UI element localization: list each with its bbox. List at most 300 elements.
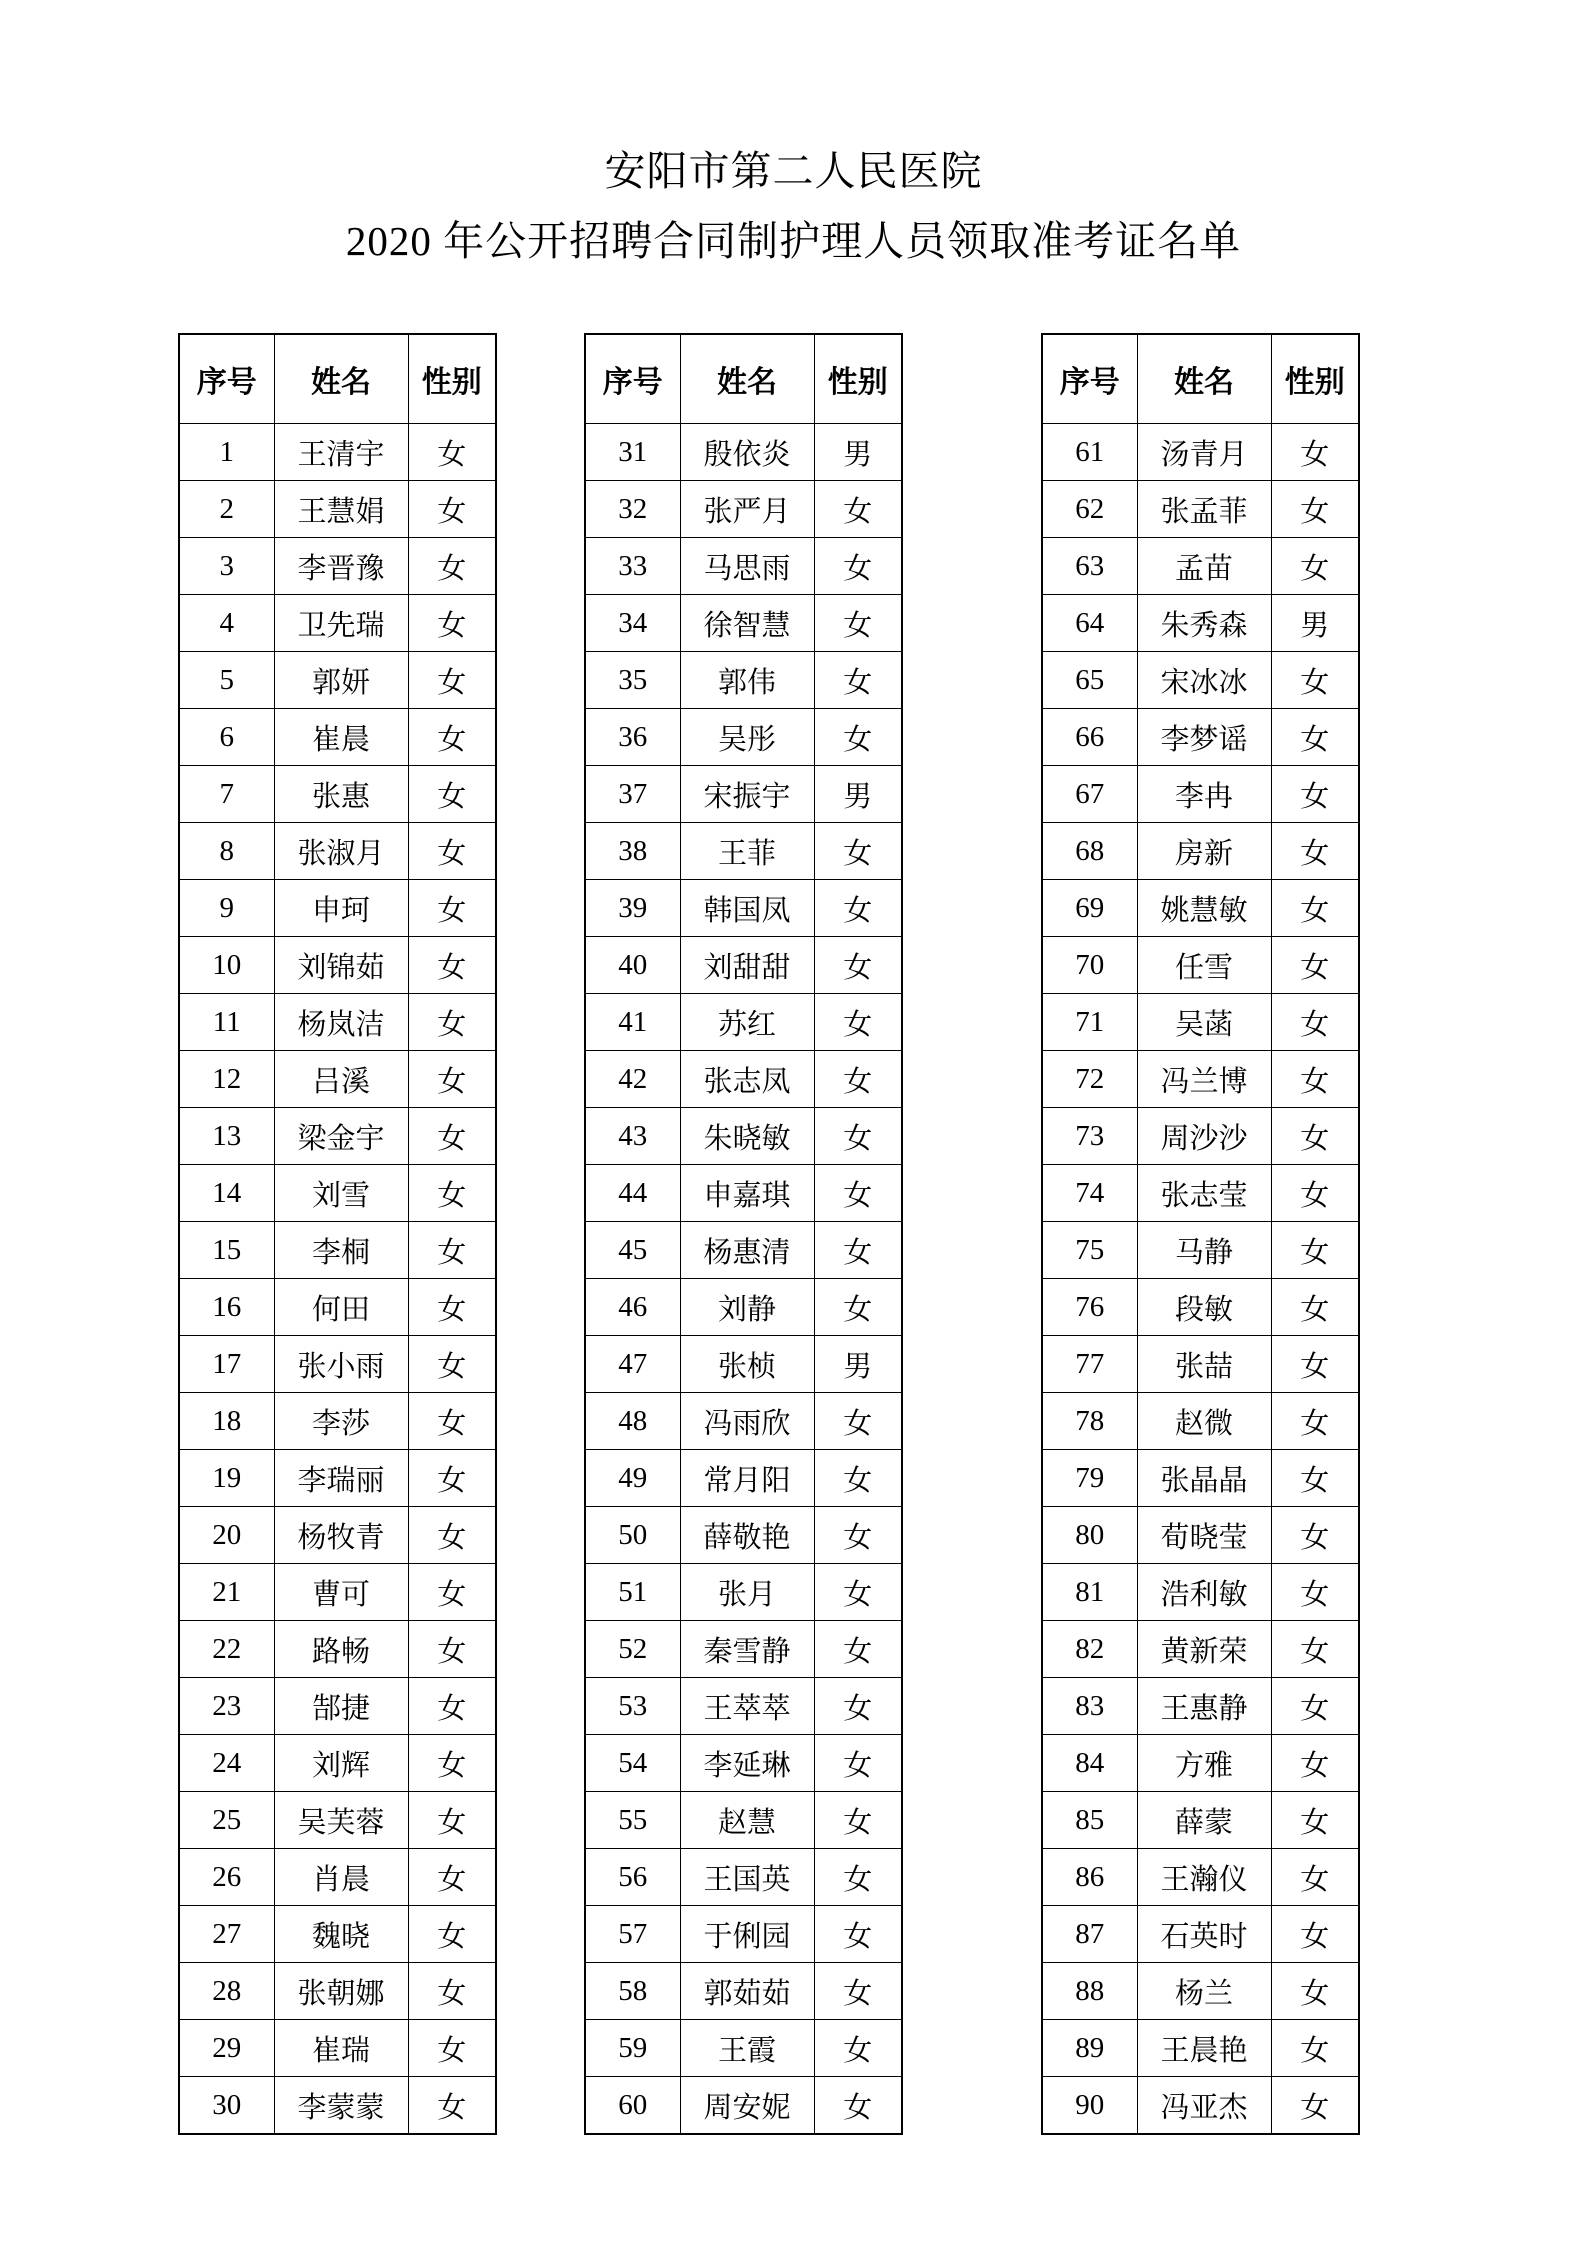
header-cell-gender: 性别 — [408, 334, 496, 424]
cell-no: 42 — [585, 1051, 680, 1108]
cell-name: 张志凤 — [680, 1051, 814, 1108]
table-row — [585, 937, 902, 994]
cell-name: 汤青月 — [1137, 424, 1271, 481]
table-row — [179, 1792, 496, 1849]
cell-gender: 女 — [408, 481, 496, 538]
header-cell-gender: 性别 — [1271, 334, 1359, 424]
cell-gender: 男 — [1271, 595, 1359, 652]
table-row — [1042, 481, 1359, 538]
cell-no: 27 — [179, 1906, 274, 1963]
table-row — [179, 2020, 496, 2077]
cell-no: 88 — [1042, 1963, 1137, 2020]
cell-name: 张朝娜 — [274, 1963, 408, 2020]
cell-gender: 女 — [408, 880, 496, 937]
cell-no: 18 — [179, 1393, 274, 1450]
cell-gender: 女 — [814, 1507, 902, 1564]
table-row — [585, 595, 902, 652]
table-row — [179, 994, 496, 1051]
cell-no: 36 — [585, 709, 680, 766]
table-row — [1042, 880, 1359, 937]
table-row — [1042, 823, 1359, 880]
cell-name: 吴菡 — [1137, 994, 1271, 1051]
cell-gender: 女 — [408, 538, 496, 595]
cell-no: 3 — [179, 538, 274, 595]
cell-gender: 女 — [408, 1222, 496, 1279]
cell-no: 44 — [585, 1165, 680, 1222]
cell-gender: 女 — [814, 1108, 902, 1165]
cell-no: 24 — [179, 1735, 274, 1792]
cell-name: 魏晓 — [274, 1906, 408, 1963]
cell-gender: 女 — [814, 1906, 902, 1963]
table-row — [585, 1279, 902, 1336]
table-row — [179, 1450, 496, 1507]
cell-gender: 女 — [814, 937, 902, 994]
cell-name: 杨岚洁 — [274, 994, 408, 1051]
cell-no: 50 — [585, 1507, 680, 1564]
cell-no: 21 — [179, 1564, 274, 1621]
cell-no: 23 — [179, 1678, 274, 1735]
cell-no: 51 — [585, 1564, 680, 1621]
cell-name: 徐智慧 — [680, 595, 814, 652]
table-row — [179, 1621, 496, 1678]
cell-no: 17 — [179, 1336, 274, 1393]
cell-no: 61 — [1042, 424, 1137, 481]
cell-name: 申珂 — [274, 880, 408, 937]
cell-gender: 女 — [1271, 880, 1359, 937]
cell-no: 64 — [1042, 595, 1137, 652]
cell-name: 李晋豫 — [274, 538, 408, 595]
cell-gender: 女 — [408, 994, 496, 1051]
cell-name: 段敏 — [1137, 1279, 1271, 1336]
cell-name: 李莎 — [274, 1393, 408, 1450]
cell-no: 41 — [585, 994, 680, 1051]
cell-no: 75 — [1042, 1222, 1137, 1279]
cell-gender: 女 — [1271, 2020, 1359, 2077]
cell-no: 80 — [1042, 1507, 1137, 1564]
table-row — [585, 709, 902, 766]
cell-gender: 女 — [1271, 1792, 1359, 1849]
cell-gender: 女 — [814, 595, 902, 652]
cell-gender: 女 — [408, 1792, 496, 1849]
header-cell-no: 序号 — [585, 334, 680, 424]
cell-name: 张小雨 — [274, 1336, 408, 1393]
table-row — [585, 880, 902, 937]
cell-no: 85 — [1042, 1792, 1137, 1849]
cell-name: 周安妮 — [680, 2077, 814, 2135]
cell-no: 9 — [179, 880, 274, 937]
cell-gender: 女 — [408, 1108, 496, 1165]
cell-name: 刘雪 — [274, 1165, 408, 1222]
cell-name: 殷依炎 — [680, 424, 814, 481]
cell-gender: 女 — [814, 994, 902, 1051]
table-row — [1042, 1051, 1359, 1108]
cell-no: 90 — [1042, 2077, 1137, 2135]
cell-name: 张喆 — [1137, 1336, 1271, 1393]
cell-gender: 女 — [1271, 1564, 1359, 1621]
cell-gender: 女 — [1271, 1678, 1359, 1735]
cell-no: 63 — [1042, 538, 1137, 595]
cell-no: 54 — [585, 1735, 680, 1792]
cell-no: 66 — [1042, 709, 1137, 766]
table-row — [1042, 1450, 1359, 1507]
header-row — [1042, 334, 1359, 424]
cell-no: 31 — [585, 424, 680, 481]
cell-gender: 女 — [1271, 823, 1359, 880]
cell-name: 曹可 — [274, 1564, 408, 1621]
cell-no: 12 — [179, 1051, 274, 1108]
cell-gender: 女 — [408, 1963, 496, 2020]
cell-no: 29 — [179, 2020, 274, 2077]
cell-gender: 女 — [1271, 1222, 1359, 1279]
cell-no: 4 — [179, 595, 274, 652]
table-row — [585, 424, 902, 481]
cell-name: 梁金宇 — [274, 1108, 408, 1165]
table-row — [585, 1906, 902, 1963]
cell-no: 5 — [179, 652, 274, 709]
cell-name: 李梦谣 — [1137, 709, 1271, 766]
cell-name: 肖晨 — [274, 1849, 408, 1906]
cell-gender: 女 — [408, 823, 496, 880]
table-row — [1042, 2020, 1359, 2077]
table-row — [179, 1051, 496, 1108]
cell-no: 2 — [179, 481, 274, 538]
cell-no: 53 — [585, 1678, 680, 1735]
cell-gender: 女 — [408, 766, 496, 823]
table-row — [1042, 652, 1359, 709]
cell-no: 81 — [1042, 1564, 1137, 1621]
cell-gender: 女 — [814, 1963, 902, 2020]
cell-name: 郭茹茹 — [680, 1963, 814, 2020]
cell-no: 11 — [179, 994, 274, 1051]
cell-name: 王霞 — [680, 2020, 814, 2077]
table-row — [179, 766, 496, 823]
table-row — [1042, 538, 1359, 595]
cell-gender: 女 — [814, 1222, 902, 1279]
table-row — [1042, 1165, 1359, 1222]
cell-no: 71 — [1042, 994, 1137, 1051]
table-row — [585, 1849, 902, 1906]
cell-gender: 女 — [408, 424, 496, 481]
table-row — [585, 538, 902, 595]
cell-no: 86 — [1042, 1849, 1137, 1906]
cell-name: 王萃萃 — [680, 1678, 814, 1735]
table-row — [179, 424, 496, 481]
cell-name: 王慧娟 — [274, 481, 408, 538]
cell-gender: 女 — [1271, 766, 1359, 823]
table-row — [179, 823, 496, 880]
cell-no: 56 — [585, 1849, 680, 1906]
cell-gender: 女 — [1271, 652, 1359, 709]
table-row — [585, 1222, 902, 1279]
cell-gender: 女 — [1271, 1621, 1359, 1678]
table-row — [179, 481, 496, 538]
cell-gender: 女 — [814, 538, 902, 595]
cell-gender: 女 — [1271, 1906, 1359, 1963]
cell-name: 郜捷 — [274, 1678, 408, 1735]
cell-no: 72 — [1042, 1051, 1137, 1108]
cell-gender: 女 — [408, 1279, 496, 1336]
roster-table-2 — [584, 333, 903, 2135]
table-row — [179, 709, 496, 766]
cell-no: 84 — [1042, 1735, 1137, 1792]
table-row — [1042, 937, 1359, 994]
cell-no: 34 — [585, 595, 680, 652]
cell-gender: 男 — [814, 1336, 902, 1393]
table-row — [179, 1678, 496, 1735]
cell-gender: 女 — [814, 823, 902, 880]
table-row — [1042, 1393, 1359, 1450]
cell-no: 20 — [179, 1507, 274, 1564]
cell-name: 杨牧青 — [274, 1507, 408, 1564]
cell-gender: 女 — [408, 1849, 496, 1906]
cell-no: 67 — [1042, 766, 1137, 823]
table-row — [179, 1336, 496, 1393]
cell-name: 刘锦茹 — [274, 937, 408, 994]
cell-no: 26 — [179, 1849, 274, 1906]
cell-gender: 女 — [1271, 1279, 1359, 1336]
cell-no: 83 — [1042, 1678, 1137, 1735]
header-cell-no: 序号 — [179, 334, 274, 424]
roster-tables — [178, 333, 1360, 2135]
cell-no: 59 — [585, 2020, 680, 2077]
cell-no: 69 — [1042, 880, 1137, 937]
cell-name: 李瑞丽 — [274, 1450, 408, 1507]
cell-no: 46 — [585, 1279, 680, 1336]
table-row — [179, 1849, 496, 1906]
cell-name: 宋冰冰 — [1137, 652, 1271, 709]
cell-gender: 女 — [408, 1735, 496, 1792]
cell-no: 16 — [179, 1279, 274, 1336]
cell-no: 52 — [585, 1621, 680, 1678]
cell-gender: 女 — [814, 652, 902, 709]
cell-name: 申嘉琪 — [680, 1165, 814, 1222]
table-row — [585, 1564, 902, 1621]
table-row — [585, 1051, 902, 1108]
cell-gender: 女 — [408, 1393, 496, 1450]
cell-gender: 女 — [1271, 709, 1359, 766]
cell-name: 任雪 — [1137, 937, 1271, 994]
table-row — [585, 766, 902, 823]
cell-no: 57 — [585, 1906, 680, 1963]
table-row — [179, 880, 496, 937]
cell-name: 常月阳 — [680, 1450, 814, 1507]
cell-gender: 女 — [408, 1336, 496, 1393]
header-cell-gender: 性别 — [814, 334, 902, 424]
cell-gender: 女 — [1271, 1336, 1359, 1393]
cell-no: 14 — [179, 1165, 274, 1222]
table-row — [1042, 1336, 1359, 1393]
cell-name: 朱晓敏 — [680, 1108, 814, 1165]
cell-name: 王菲 — [680, 823, 814, 880]
cell-no: 78 — [1042, 1393, 1137, 1450]
cell-gender: 女 — [1271, 1849, 1359, 1906]
cell-name: 王瀚仪 — [1137, 1849, 1271, 1906]
cell-name: 刘静 — [680, 1279, 814, 1336]
cell-name: 孟苗 — [1137, 538, 1271, 595]
table-row — [1042, 1735, 1359, 1792]
table-row — [179, 1165, 496, 1222]
cell-name: 崔晨 — [274, 709, 408, 766]
cell-no: 30 — [179, 2077, 274, 2135]
cell-gender: 女 — [814, 1678, 902, 1735]
cell-name: 马思雨 — [680, 538, 814, 595]
cell-name: 方雅 — [1137, 1735, 1271, 1792]
cell-name: 李延琳 — [680, 1735, 814, 1792]
table-row — [179, 1963, 496, 2020]
table-row — [179, 595, 496, 652]
cell-name: 卫先瑞 — [274, 595, 408, 652]
cell-name: 马静 — [1137, 1222, 1271, 1279]
cell-gender: 女 — [814, 1051, 902, 1108]
table-row — [1042, 1621, 1359, 1678]
table-row — [585, 1507, 902, 1564]
cell-gender: 女 — [814, 1165, 902, 1222]
table-row — [1042, 709, 1359, 766]
table-row — [1042, 1963, 1359, 2020]
cell-gender: 女 — [1271, 1108, 1359, 1165]
table-row — [585, 652, 902, 709]
cell-name: 冯雨欣 — [680, 1393, 814, 1450]
title-line-1: 安阳市第二人民医院 — [604, 148, 983, 194]
cell-name: 张淑月 — [274, 823, 408, 880]
cell-name: 路畅 — [274, 1621, 408, 1678]
table-row — [585, 1108, 902, 1165]
cell-no: 1 — [179, 424, 274, 481]
cell-name: 张惠 — [274, 766, 408, 823]
header-cell-name: 姓名 — [1137, 334, 1271, 424]
cell-gender: 女 — [1271, 481, 1359, 538]
table-row — [585, 2077, 902, 2135]
cell-gender: 女 — [814, 1735, 902, 1792]
cell-gender: 女 — [408, 652, 496, 709]
cell-name: 薛蒙 — [1137, 1792, 1271, 1849]
cell-gender: 女 — [408, 937, 496, 994]
cell-name: 王惠静 — [1137, 1678, 1271, 1735]
cell-name: 刘甜甜 — [680, 937, 814, 994]
cell-gender: 女 — [408, 2020, 496, 2077]
table-row — [179, 1906, 496, 1963]
cell-name: 韩国凤 — [680, 880, 814, 937]
cell-gender: 女 — [408, 1450, 496, 1507]
cell-name: 姚慧敏 — [1137, 880, 1271, 937]
cell-gender: 女 — [1271, 1963, 1359, 2020]
table-row — [1042, 1279, 1359, 1336]
cell-name: 薛敬艳 — [680, 1507, 814, 1564]
cell-name: 荀晓莹 — [1137, 1507, 1271, 1564]
cell-no: 22 — [179, 1621, 274, 1678]
cell-no: 79 — [1042, 1450, 1137, 1507]
cell-name: 李桐 — [274, 1222, 408, 1279]
table-row — [179, 538, 496, 595]
cell-no: 38 — [585, 823, 680, 880]
table-row — [585, 994, 902, 1051]
cell-no: 48 — [585, 1393, 680, 1450]
cell-gender: 女 — [408, 709, 496, 766]
cell-name: 苏红 — [680, 994, 814, 1051]
table-row — [585, 1678, 902, 1735]
document-title — [0, 136, 1587, 276]
table-row — [585, 1393, 902, 1450]
cell-no: 65 — [1042, 652, 1137, 709]
cell-no: 73 — [1042, 1108, 1137, 1165]
cell-no: 49 — [585, 1450, 680, 1507]
cell-no: 10 — [179, 937, 274, 994]
cell-name: 郭伟 — [680, 652, 814, 709]
cell-name: 崔瑞 — [274, 2020, 408, 2077]
cell-name: 黄新荣 — [1137, 1621, 1271, 1678]
title-line-2: 2020 年公开招聘合同制护理人员领取准考证名单 — [345, 218, 1242, 264]
cell-no: 28 — [179, 1963, 274, 2020]
cell-gender: 女 — [1271, 424, 1359, 481]
table-row — [179, 2077, 496, 2135]
table-row — [585, 2020, 902, 2077]
cell-no: 68 — [1042, 823, 1137, 880]
cell-gender: 女 — [1271, 2077, 1359, 2135]
cell-no: 35 — [585, 652, 680, 709]
cell-name: 张孟菲 — [1137, 481, 1271, 538]
cell-gender: 女 — [408, 1564, 496, 1621]
cell-no: 70 — [1042, 937, 1137, 994]
cell-name: 郭妍 — [274, 652, 408, 709]
cell-gender: 女 — [814, 1564, 902, 1621]
cell-gender: 女 — [1271, 538, 1359, 595]
roster-table-1 — [178, 333, 497, 2135]
table-row — [179, 1108, 496, 1165]
cell-gender: 女 — [1271, 937, 1359, 994]
table-row — [1042, 2077, 1359, 2135]
cell-gender: 女 — [814, 2020, 902, 2077]
header-cell-no: 序号 — [1042, 334, 1137, 424]
cell-name: 石英时 — [1137, 1906, 1271, 1963]
cell-no: 82 — [1042, 1621, 1137, 1678]
cell-name: 张志莹 — [1137, 1165, 1271, 1222]
cell-no: 47 — [585, 1336, 680, 1393]
cell-no: 76 — [1042, 1279, 1137, 1336]
cell-no: 25 — [179, 1792, 274, 1849]
table-row — [585, 1963, 902, 2020]
table-row — [585, 1792, 902, 1849]
table-row — [1042, 424, 1359, 481]
cell-gender: 女 — [814, 1621, 902, 1678]
table-row — [585, 1165, 902, 1222]
cell-gender: 女 — [814, 1393, 902, 1450]
cell-name: 吕溪 — [274, 1051, 408, 1108]
cell-no: 43 — [585, 1108, 680, 1165]
cell-no: 87 — [1042, 1906, 1137, 1963]
table-row — [179, 1393, 496, 1450]
cell-gender: 女 — [408, 595, 496, 652]
table-row — [179, 1279, 496, 1336]
cell-gender: 女 — [1271, 1735, 1359, 1792]
cell-no: 7 — [179, 766, 274, 823]
table-row — [1042, 1678, 1359, 1735]
cell-name: 宋振宇 — [680, 766, 814, 823]
header-row — [179, 334, 496, 424]
table-row — [179, 652, 496, 709]
table-row — [1042, 1222, 1359, 1279]
cell-gender: 女 — [814, 1849, 902, 1906]
cell-no: 62 — [1042, 481, 1137, 538]
cell-gender: 女 — [814, 481, 902, 538]
cell-gender: 女 — [814, 2077, 902, 2135]
cell-no: 77 — [1042, 1336, 1137, 1393]
table-row — [1042, 1507, 1359, 1564]
cell-name: 张严月 — [680, 481, 814, 538]
cell-no: 19 — [179, 1450, 274, 1507]
table-row — [1042, 1906, 1359, 1963]
cell-name: 吴芙蓉 — [274, 1792, 408, 1849]
cell-gender: 女 — [1271, 1165, 1359, 1222]
